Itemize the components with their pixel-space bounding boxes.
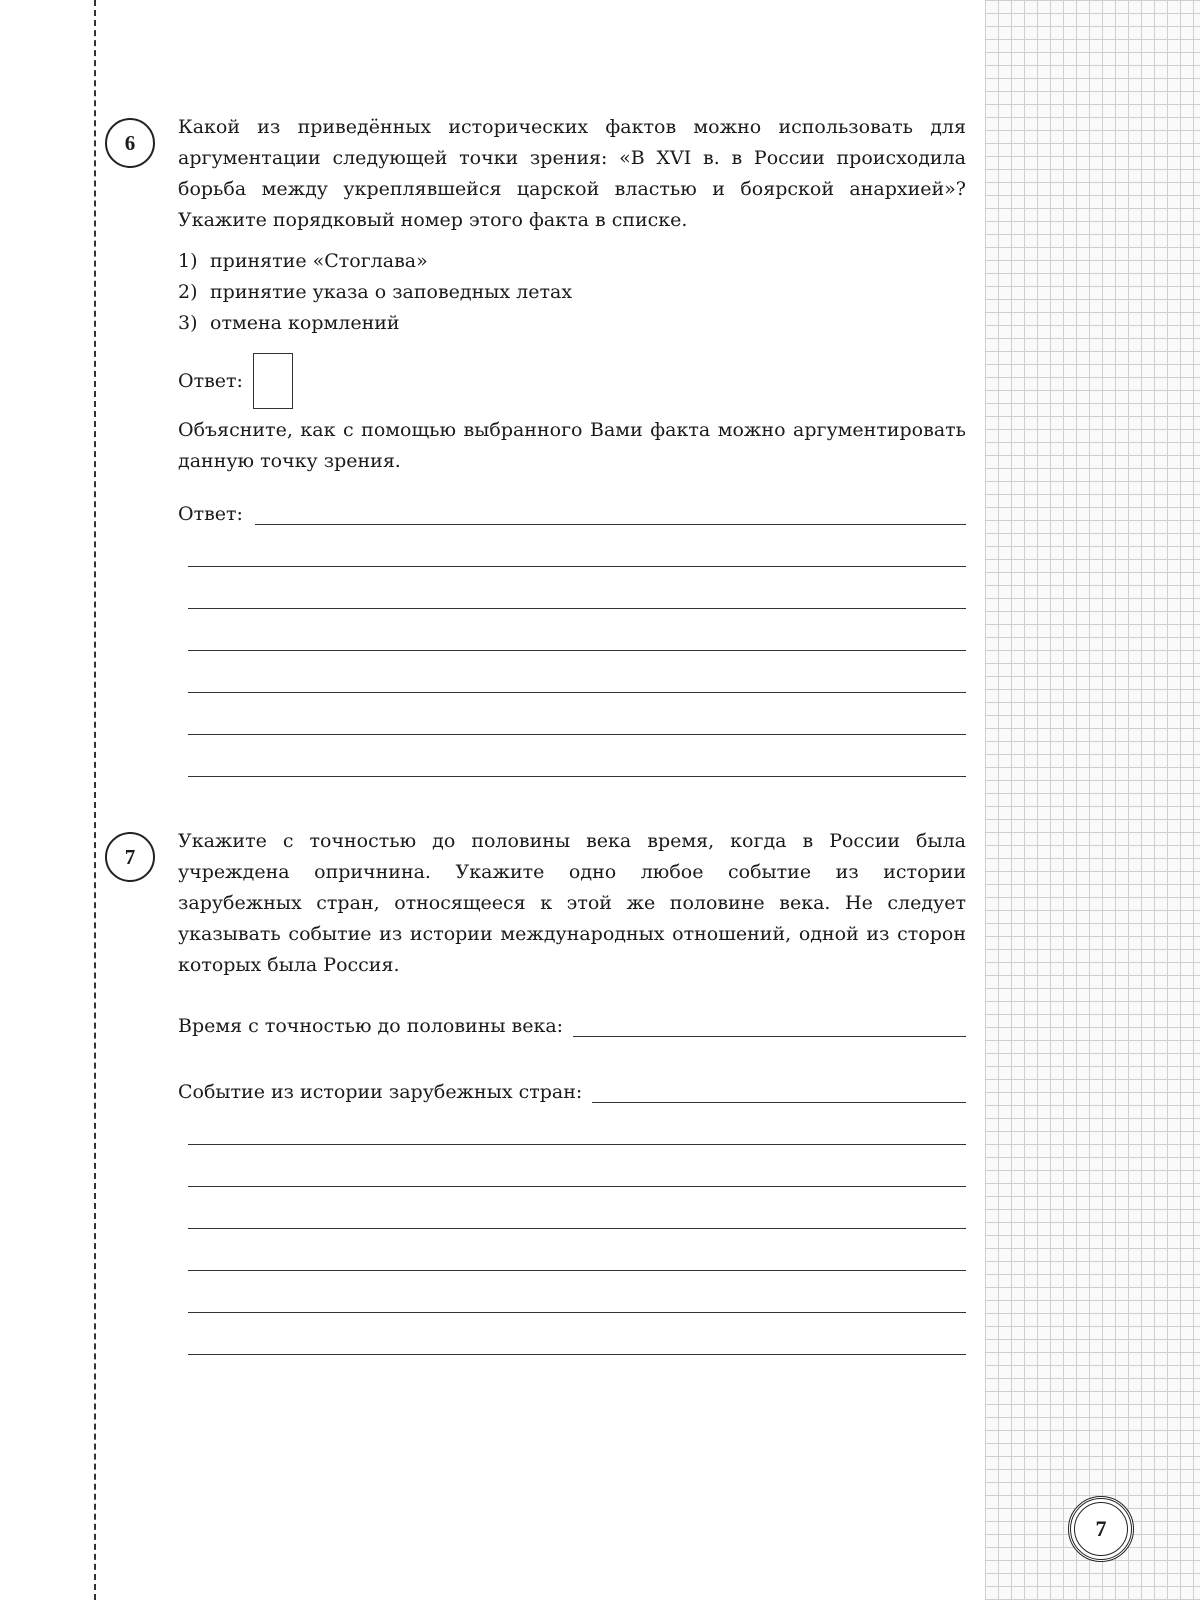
task-number-badge: 6: [105, 118, 155, 168]
option-item: [178, 308, 966, 339]
task-question: Укажите с точностью до половины века время, когда в России была учреждена опричнина. Укажите одно любое событие из истории зарубежных стран, относящееся к этой же половине века. Не следует указывать событие из истории международных отношений, одной из сторон которых была Россия.: [178, 830, 966, 976]
answer-box[interactable]: [253, 353, 293, 409]
answer-line[interactable]: [188, 735, 966, 777]
option-number: 3): [178, 312, 198, 334]
grid-margin: [985, 0, 1200, 1600]
answer-line[interactable]: [188, 693, 966, 735]
explain-answer-label: Ответ:: [178, 503, 243, 525]
answer-line[interactable]: [188, 1187, 966, 1229]
task-question: Какой из приведённых исторических фактов можно использовать для аргументации следующей точки зрения: «В XVI в. в России происходила борьба между укреплявшейся царской властью и боярской анархией»? Укажите порядковый номер этого факта в списке.: [178, 116, 966, 231]
event-label: Событие из истории зарубежных стран:: [178, 1081, 583, 1103]
answer-line[interactable]: [188, 1145, 966, 1187]
page-number: 7: [1068, 1496, 1134, 1562]
option-item: [178, 277, 966, 308]
time-answer-line[interactable]: [573, 1016, 966, 1037]
task-7: [105, 832, 965, 1355]
option-item: [178, 246, 966, 277]
answer-line[interactable]: [255, 502, 966, 525]
answer-line[interactable]: [188, 1271, 966, 1313]
option-text: принятие указа о заповедных летах: [210, 281, 573, 303]
answer-line[interactable]: [188, 1313, 966, 1355]
answer-label: Ответ:: [178, 370, 243, 392]
answer-line[interactable]: [188, 567, 966, 609]
event-answer-line[interactable]: [592, 1082, 966, 1103]
cut-line: [94, 0, 96, 1600]
short-answer-row: [178, 353, 966, 409]
event-answer-row: [178, 1073, 966, 1103]
option-number: 1): [178, 250, 198, 272]
explain-answer-row: [178, 485, 966, 525]
answer-line[interactable]: [188, 525, 966, 567]
time-answer-row: [178, 1007, 966, 1037]
answer-line[interactable]: [188, 1229, 966, 1271]
option-text: отмена кормлений: [210, 312, 400, 334]
task-6: [105, 118, 965, 777]
answer-line[interactable]: [188, 1103, 966, 1145]
time-label: Время с точностью до половины века:: [178, 1015, 564, 1037]
answer-line[interactable]: [188, 651, 966, 693]
task-number-badge: 7: [105, 832, 155, 882]
option-text: принятие «Стоглава»: [210, 250, 428, 272]
answer-line[interactable]: [188, 609, 966, 651]
options-list: [178, 246, 966, 339]
explain-prompt: Объясните, как с помощью выбранного Вами факта можно аргументировать данную точку зрения.: [178, 419, 966, 472]
option-number: 2): [178, 281, 198, 303]
